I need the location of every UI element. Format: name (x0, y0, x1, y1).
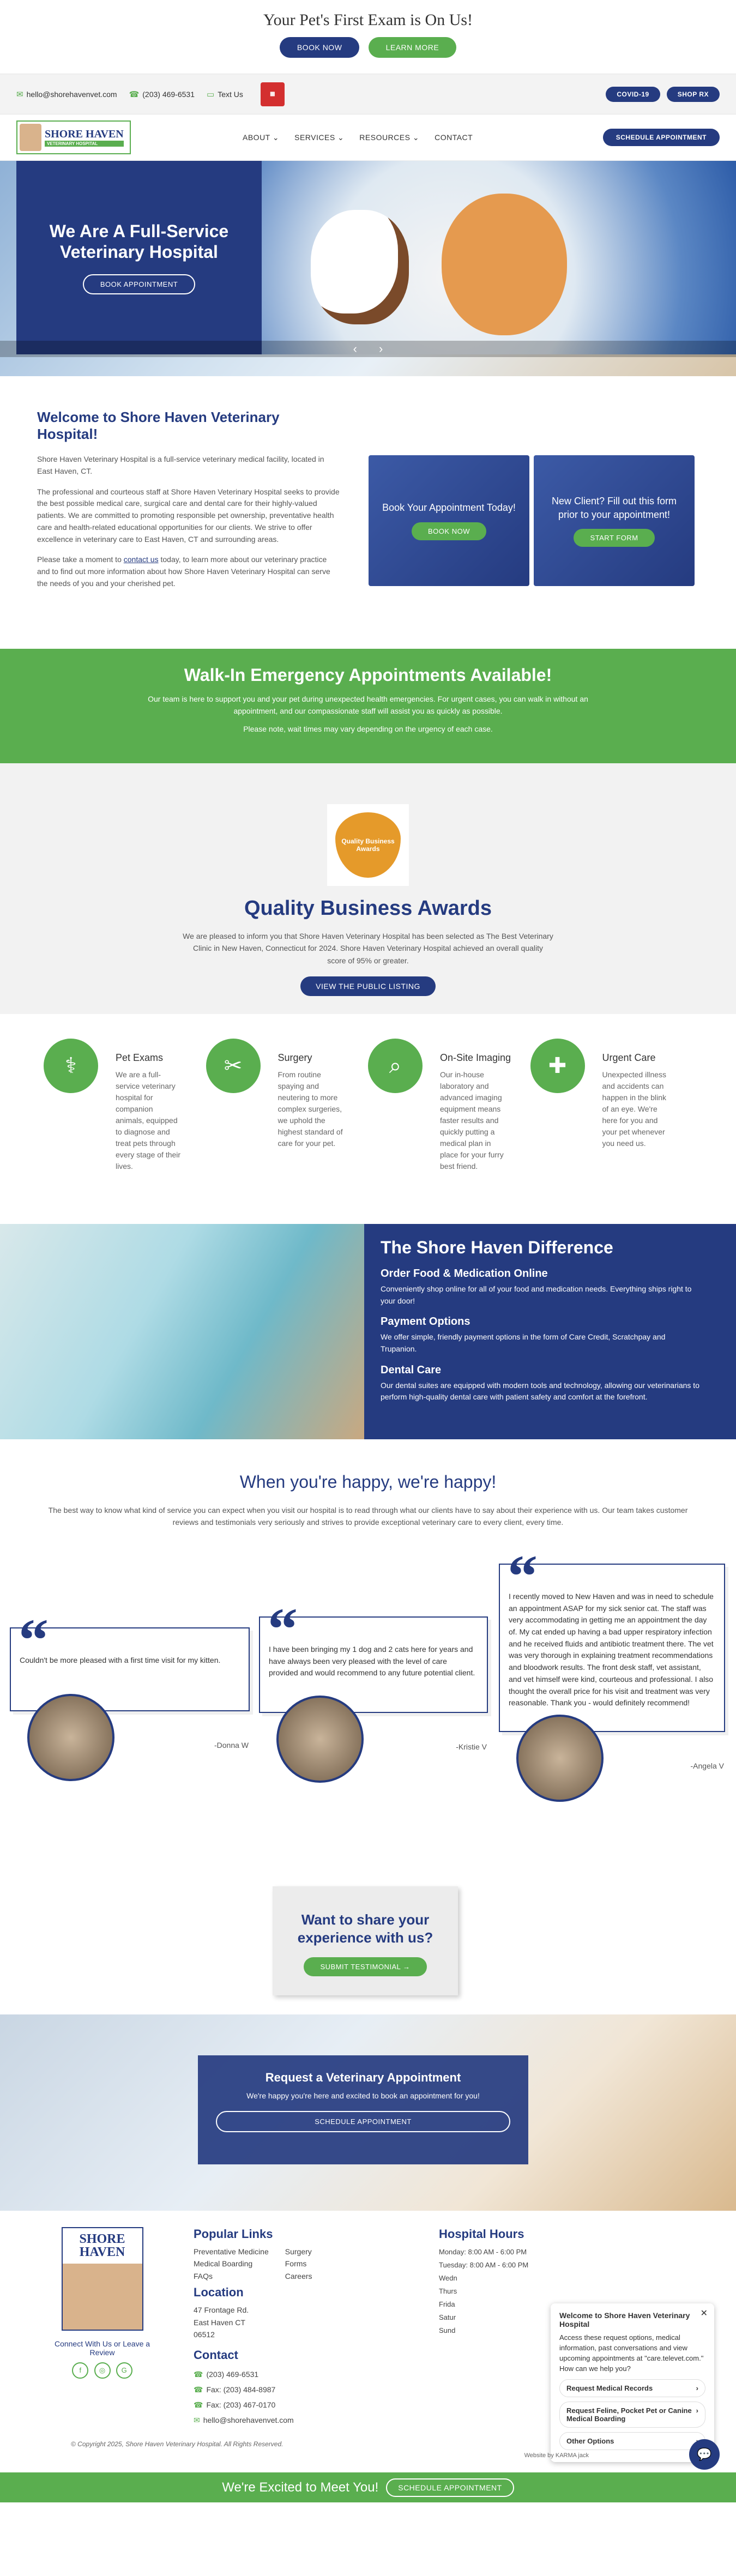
welcome-p2: The professional and courteous staff at Shore Haven Veterinary Hospital seeks to provide the best possible medical care, surgical care and dental care for their highly-valued patients. We are committed to promoting responsible pet ownership, preventative health care and health-related educational opportunities for our clients. We strive to offer excellence in veterinary care to East Haven, CT and surrounding areas. (37, 487, 340, 544)
footer-logo[interactable]: SHORE HAVEN (62, 2227, 143, 2331)
cat-image (442, 194, 567, 335)
promo-book-now-button[interactable]: BOOK NOW (280, 37, 360, 58)
footer-link[interactable]: Forms (285, 2259, 307, 2269)
quote-icon: “ (508, 1543, 538, 1609)
sticky-bottom-bar: We're Excited to Meet You! SCHEDULE APPOINTMENT (0, 2472, 736, 2502)
chat-option-other[interactable]: Other Options (559, 2432, 705, 2450)
nav-contact[interactable]: CONTACT (435, 132, 473, 142)
slider-prev-icon[interactable]: ‹ (353, 342, 357, 355)
fax-icon: ☎ (194, 2400, 203, 2410)
quote-icon: “ (268, 1596, 298, 1662)
footer-email[interactable]: ✉ hello@shorehavenvet.com (194, 2416, 294, 2425)
email-link[interactable]: ✉ hello@shorehavenvet.com (16, 89, 117, 99)
facebook-icon[interactable]: f (72, 2362, 88, 2379)
slider-next-icon[interactable]: › (379, 342, 383, 355)
fax-icon: ☎ (194, 2385, 203, 2394)
hero-slider (0, 161, 736, 376)
testimonial-card: “ Couldn't be more pleased with a first time visit for my kitten. -Donna W (10, 1627, 250, 1711)
scalpel-icon: ✂ (206, 1039, 261, 1093)
avatar (27, 1694, 114, 1781)
hero-panel (16, 161, 262, 354)
service-imaging[interactable]: ⌕ On-Site Imaging Our in-house laboratory and advanced imaging equipment means faster results and quickly putting a medical plan in place for your furry best friend. (368, 1039, 530, 1224)
award-badge: Quality Business Awards (327, 804, 409, 886)
testimonials-title: When you're happy, we're happy! (239, 1472, 497, 1492)
difference-section: The Shore Haven Difference Order Food & Medication Online Conveniently shop online for all of your food and medication needs. Everything ships right to your door! Payment Options We offer simple, friendly payment options in the form of Care Credit, Scratchpay and Trupanion. Dental Care Our dental suites are equipped with modern tools and technology, allowing our veterinarians to perform high-quality dental care with patient safety and comfort at the forefront. (0, 1224, 736, 1439)
footer: SHORE HAVEN Connect With Us or Leave a Review f ◎ G Popular Links Preventative Medicine Medical Boarding FAQs Surgery Forms Careers Location 47 Frontage Rd. East Haven CT 06512 Contact ☎ (203) 469-6531 ☎ Fax: (203) 484-8987 ☎ Fax: (203) 467-0170 ✉ hello@shorehavenvet.com Hospital Hours Monday: 8:00 AM - 6:00 PM Tuesday: 8:00 AM - 6:00 PM Wedn Thurs Frida Satur Sund ✕ Welcome to Shore Haven Veterinary Hospital Access these request options, medical information, past conversations and view upcoming appointments at "care.televet.com." How can we help you? Request Medical Records › Request Feline, Pocket Pet or Canine Medical Boarding › Other Options © Copyright 2025, Shore Haven Veterinary Hospital. All Rights Reserved. Website by KARMA jack 💬 We're Excited to Meet You! SCHEDULE APPOINTMENT (0, 2211, 736, 2502)
slider-controls (0, 341, 736, 357)
shop-rx-button[interactable]: SHOP RX (667, 87, 720, 102)
stethoscope-icon: ⚕ (44, 1039, 98, 1093)
instagram-icon[interactable]: ◎ (94, 2362, 111, 2379)
mail-icon: ✉ (16, 89, 23, 99)
bottom-schedule-button[interactable]: SCHEDULE APPOINTMENT (386, 2478, 514, 2497)
service-pet-exams[interactable]: ⚕ Pet Exams We are a full-service veterinary hospital for companion animals, equipped to diagnose and treat pets through every stage of their lives. (44, 1039, 206, 1224)
awards-section: Quality Business Awards Quality Business Awards We are pleased to inform you that Shore Haven Veterinary Hospital has been selected as The Best Veterinary Clinic in New Haven, Connecticut for 2024. Shore Haven Veterinary Hospital achieved an overall quality score of 95% or greater. VIEW THE PUBLIC LISTING (0, 763, 736, 1014)
nav-menu (243, 133, 488, 142)
request-appointment-section (0, 2014, 736, 2211)
footer-phone[interactable]: ☎ (203) 469-6531 (194, 2370, 259, 2379)
testimonial-card: “ I recently moved to New Haven and was in need to schedule an appointment ASAP for my sick senior cat. The staff was very accommodating in getting me an appointment the day of. My cat ended up having a bad upper respiratory infection and he received fluids and antibiotic treatment there. The vet was very thorough in explaining treatment recommendations and bloodwork results. The front desk staff, vet assistant, and vet himself were kind, courteous and professional. I also thought the overall price for his visit and treatment was very reasonable. Thank you - would definitely recommend! -Angela V (499, 1564, 725, 1732)
chat-popup: ✕ Welcome to Shore Haven Veterinary Hospital Access these request options, medical information, past conversations and view upcoming appointments at "care.televet.com." How can we help you? Request Medical Records › Request Feline, Pocket Pet or Canine Medical Boarding › Other Options (551, 2303, 714, 2462)
sms-icon: ▭ (207, 89, 215, 99)
chevron-right-icon: › (696, 2384, 698, 2393)
medical-cross-icon: ✚ (530, 1039, 585, 1093)
footer-link[interactable]: Preventative Medicine (194, 2247, 269, 2256)
phone-link[interactable]: ☎ (203) 469-6531 (129, 89, 195, 99)
puppy-image (311, 210, 409, 324)
mail-icon: ✉ (194, 2416, 200, 2425)
book-appointment-card: Book Your Appointment Today! BOOK NOW (369, 455, 529, 586)
testimonial-card: “ I have been bringing my 1 dog and 2 cats here for years and have always been very pleased with the level of care provided and would recommend to any future potential client. -Kristie V (259, 1616, 488, 1713)
walk-in-title: Walk-In Emergency Appointments Available! (184, 665, 552, 685)
main-nav (0, 114, 736, 161)
microscope-icon: ⌕ (368, 1039, 423, 1093)
service-urgent-care[interactable]: ✚ Urgent Care Unexpected illness and accidents can happen in the blink of an eye. We're here for you and your pet whenever you need us. (530, 1039, 693, 1224)
footer-fax-1: ☎ Fax: (203) 484-8987 (194, 2385, 276, 2394)
submit-testimonial-button[interactable]: SUBMIT TESTIMONIAL → (304, 1957, 426, 1976)
welcome-p3: Please take a moment to contact us today, to learn more about our veterinary practice and to find out more information about how Shore Haven Veterinary Hospital can serve the needs of you and your cherished pet. (37, 555, 330, 588)
hero-book-appointment-button[interactable]: BOOK APPOINTMENT (83, 274, 195, 294)
phone-icon: ☎ (129, 89, 140, 99)
chevron-right-icon: › (696, 2406, 698, 2415)
site-logo[interactable]: SHORE HAVEN VETERINARY HOSPITAL (16, 120, 131, 154)
quote-icon: “ (19, 1607, 49, 1673)
chat-icon[interactable]: 💬 (689, 2439, 720, 2470)
welcome-p1: Shore Haven Veterinary Hospital is a full-service veterinary medical facility, located in East Haven, CT. (37, 455, 324, 476)
start-form-button[interactable]: START FORM (574, 529, 654, 547)
utility-bar (0, 74, 736, 114)
footer-link[interactable]: Surgery (285, 2247, 312, 2256)
nav-resources[interactable]: RESOURCES ⌄ (359, 132, 420, 142)
avatar (516, 1715, 604, 1802)
chat-option-medical-records[interactable]: Request Medical Records › (559, 2379, 705, 2397)
footer-link[interactable]: Careers (285, 2271, 312, 2281)
promo-banner (0, 0, 736, 74)
footer-link[interactable]: Medical Boarding (194, 2259, 253, 2269)
schedule-appointment-button[interactable]: SCHEDULE APPOINTMENT (603, 129, 720, 146)
welcome-title: Welcome to Shore Haven Veterinary Hospital! (37, 409, 280, 443)
logo-mark (20, 124, 41, 151)
new-client-card: New Client? Fill out this form prior to your appointment! START FORM (534, 455, 695, 586)
close-icon[interactable]: ✕ (700, 2309, 708, 2318)
footer-link[interactable]: FAQs (194, 2271, 213, 2281)
promo-title: Your Pet's First Exam is On Us! (263, 11, 473, 29)
services-section (0, 1014, 736, 1224)
nav-about[interactable]: ABOUT ⌄ (243, 132, 280, 142)
card-book-now-button[interactable]: BOOK NOW (412, 522, 486, 540)
chat-option-boarding[interactable]: Request Feline, Pocket Pet or Canine Medical Boarding › (559, 2402, 705, 2428)
promo-learn-more-button[interactable]: LEARN MORE (369, 37, 457, 58)
walk-in-section: Walk-In Emergency Appointments Available! Our team is here to support you and your pet during unexpected health emergencies. For urgent cases, you can walk in without an appointment, and our compassionate staff will assist you as quickly as possible. Please note, wait times may vary depending on the urgency of each case. (0, 649, 736, 763)
hero-image (262, 161, 736, 354)
share-experience-box: Want to share your experience with us? SUBMIT TESTIMONIAL → (273, 1886, 458, 1995)
contact-us-link[interactable]: contact us (123, 555, 159, 564)
testimonials-section: When you're happy, we're happy! The best way to know what kind of service you can expect when you visit our hospital is to read through what our clients have to say about their experience with us. Our team takes customer reviews and testimonials very seriously and strives to provide exceptional veterinary care to every client, every time. “ Couldn't be more pleased with a first time visit for my kitten. -Donna W “ I have been bringing my 1 dog and 2 cats here for years and have always been very pleased with the level of care provided and would recommend to any future potential client. -Kristie V “ I recently moved to New Haven and was in need to schedule an appointment ASAP for my sick senior cat. The staff was very accommodating in getting me an appointment the day of. My cat ended up having a bad upper respiratory infection and he received fluids and antibiotic treatment there. The vet was very thorough in explaining treatment recommendations and bloodwork results. The front desk staff, vet assistant, and vet himself were kind, courteous and professional. I also thought the overall price for his visit and treatment was very reasonable. Thank you - would definitely recommend! -Angela V Want to share your experience with us? SUBMIT TESTIMONIAL → (0, 1439, 736, 2014)
google-icon[interactable]: G (116, 2362, 132, 2379)
text-us-link[interactable]: ▭ Text Us (207, 89, 243, 99)
vet-with-dog-image (0, 1224, 364, 1439)
awards-title: Quality Business Awards (244, 897, 492, 920)
request-appointment-box: Request a Veterinary Appointment We're happy you're here and excited to book an appointment for you! SCHEDULE APPOINTMENT (198, 2055, 528, 2164)
view-public-listing-button[interactable]: VIEW THE PUBLIC LISTING (300, 976, 436, 996)
hero-title: We Are A Full-Service Veterinary Hospital (49, 221, 229, 262)
phone-icon: ☎ (194, 2370, 203, 2379)
covid-button[interactable]: COVID-19 (606, 87, 660, 102)
request-schedule-button[interactable]: SCHEDULE APPOINTMENT (216, 2111, 510, 2132)
footer-fax-2: ☎ Fax: (203) 467-0170 (194, 2400, 276, 2410)
difference-title: The Shore Haven Difference (381, 1238, 613, 1257)
calendar-icon[interactable]: ▦ (261, 82, 285, 106)
welcome-section (0, 376, 736, 649)
avatar (276, 1696, 364, 1783)
nav-services[interactable]: SERVICES ⌄ (294, 132, 345, 142)
service-surgery[interactable]: ✂ Surgery From routine spaying and neutering to more complex surgeries, we uphold the highest standard of care for your pet. (206, 1039, 369, 1224)
